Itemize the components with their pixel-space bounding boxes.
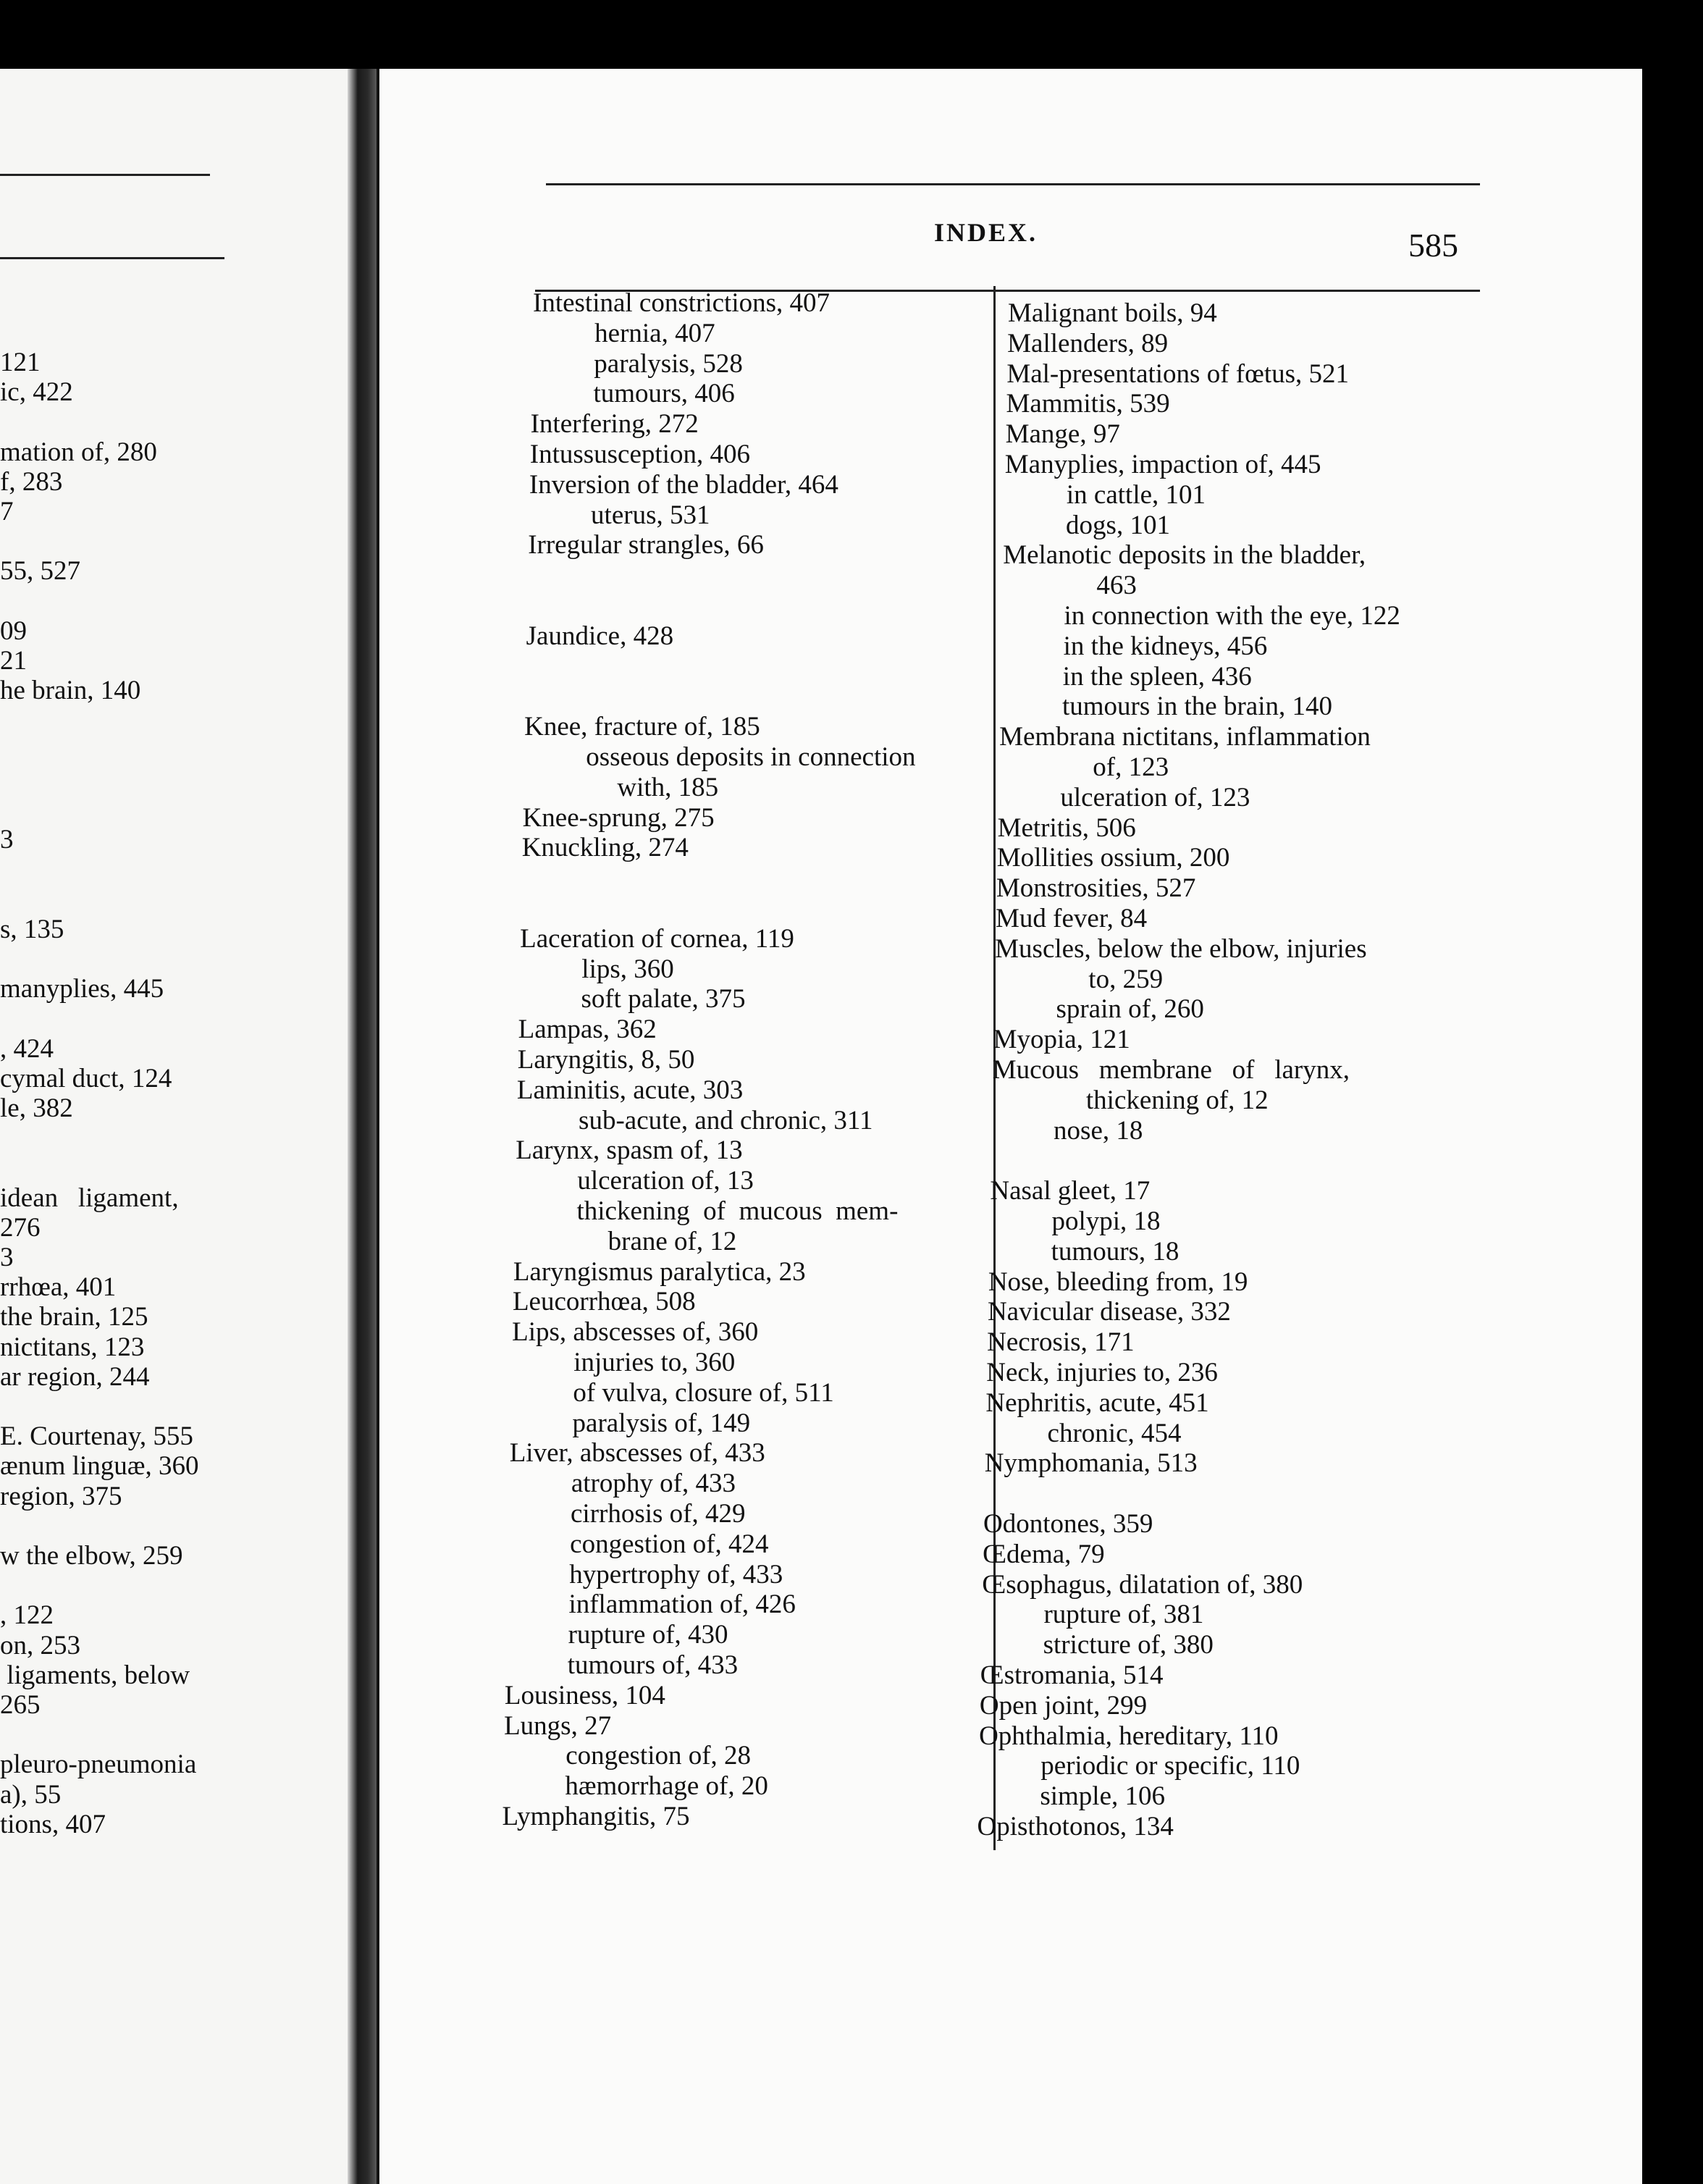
left-page-fragment-line: 121 <box>0 348 41 377</box>
index-entry: Laceration of cornea, 119 <box>520 923 794 954</box>
left-page-fragment-line: mation of, 280 <box>0 437 157 467</box>
index-entry: tumours, 18 <box>1051 1236 1180 1267</box>
index-entry: Mucous membrane of larynx, <box>992 1055 1350 1085</box>
index-entry: Mallenders, 89 <box>1007 328 1169 358</box>
index-entry: chronic, 454 <box>1047 1418 1182 1448</box>
index-entry: Intussusception, 406 <box>529 440 750 469</box>
left-page-fragment-line: the brain, 125 <box>0 1302 148 1332</box>
index-entry: Manyplies, impaction of, 445 <box>1004 450 1321 479</box>
index-entry: thickening of mucous mem- <box>576 1196 899 1226</box>
index-entry: stricture of, 380 <box>1043 1630 1214 1660</box>
index-entry: uterus, 531 <box>591 500 710 530</box>
index-entry: with, 185 <box>617 772 719 802</box>
index-entry: hypertrophy of, 433 <box>569 1559 783 1589</box>
index-entry: injuries to, 360 <box>573 1348 736 1377</box>
left-page-fragment-line: pleuro-pneumonia <box>0 1750 197 1780</box>
index-entry: Œstromania, 514 <box>980 1660 1164 1690</box>
index-entry: rupture of, 381 <box>1043 1600 1204 1630</box>
left-page-fragment-line: 55, 527 <box>0 556 80 587</box>
index-entry: Melanotic deposits in the bladder, <box>1003 540 1366 571</box>
left-page-fragment-line: 09 <box>0 616 27 646</box>
left-page-fragment-line: idean ligament, <box>0 1183 179 1213</box>
index-entry: tumours in the brain, 140 <box>1061 692 1332 722</box>
index-entry: Lousiness, 104 <box>504 1680 665 1710</box>
left-page-fragment-line: 3 <box>0 1243 14 1272</box>
index-entry: Nasal gleet, 17 <box>990 1176 1151 1206</box>
left-page-fragment-line: a), 55 <box>0 1779 62 1810</box>
left-page-fragment-line: 265 <box>0 1690 41 1720</box>
index-entry: Nose, bleeding from, 19 <box>988 1267 1248 1297</box>
index-entry: Knee, fracture of, 185 <box>524 712 760 742</box>
page-title: INDEX. <box>934 218 1038 247</box>
index-entry: congestion of, 28 <box>565 1741 752 1771</box>
index-entry: in the spleen, 436 <box>1062 661 1252 692</box>
index-entry: Jaundice, 428 <box>526 621 674 651</box>
index-entry: Opisthotonos, 134 <box>977 1812 1174 1841</box>
index-entry: paralysis of, 149 <box>572 1408 751 1438</box>
index-entry: brane of, 12 <box>607 1226 737 1256</box>
index-entry: Lymphangitis, 75 <box>502 1802 690 1831</box>
index-entry: Membrana nictitans, inflammation <box>999 722 1371 752</box>
index-entry: osseous deposits in connection <box>586 742 916 772</box>
index-entry: inflammation of, 426 <box>568 1589 796 1620</box>
index-entry: Larynx, spasm of, 13 <box>516 1135 743 1166</box>
index-entry: Metritis, 506 <box>997 812 1136 843</box>
index-entry: lips, 360 <box>581 954 674 984</box>
index-entry: in the kidneys, 456 <box>1063 631 1268 661</box>
index-entry: in cattle, 101 <box>1066 479 1206 510</box>
left-page-fragment-line: ar region, 244 <box>0 1361 150 1392</box>
index-entry: Myopia, 121 <box>993 1025 1130 1055</box>
index-entry: ulceration of, 13 <box>577 1166 754 1196</box>
left-page-fragment-line: , 424 <box>0 1033 54 1064</box>
index-entry: simple, 106 <box>1040 1781 1166 1812</box>
index-entry: congestion of, 424 <box>570 1529 769 1559</box>
left-page-top-rule <box>0 174 210 176</box>
index-entry: nose, 18 <box>1054 1115 1143 1146</box>
index-entry: Intestinal constrictions, 407 <box>533 288 831 318</box>
index-entry: Interfering, 272 <box>530 409 699 440</box>
index-entry: 463 <box>1096 571 1137 601</box>
page-number: 585 <box>1408 227 1458 264</box>
left-page-fragment-line: ænum linguæ, 360 <box>0 1451 199 1482</box>
index-entry: hernia, 407 <box>594 318 715 348</box>
index-entry: Irregular strangles, 66 <box>528 530 764 560</box>
left-page-fragment-line: he brain, 140 <box>0 676 141 706</box>
left-page-fragment-line: le, 382 <box>0 1093 73 1123</box>
index-entry: Necrosis, 171 <box>987 1327 1135 1358</box>
index-entry: cirrhosis of, 429 <box>571 1499 746 1529</box>
index-entry: Laryngismus paralytica, 23 <box>513 1256 806 1287</box>
index-entry: polypi, 18 <box>1051 1206 1161 1236</box>
left-page-fragment-line: cymal duct, 124 <box>0 1063 172 1093</box>
index-entry: atrophy of, 433 <box>571 1469 736 1499</box>
left-page-fragment-line: , 122 <box>0 1600 54 1631</box>
index-entry: of vulva, closure of, 511 <box>573 1377 834 1408</box>
index-entry: Nephritis, acute, 451 <box>985 1387 1209 1418</box>
left-page-fragment-line: region, 375 <box>0 1481 122 1511</box>
left-page-fragment-line: on, 253 <box>0 1630 80 1660</box>
left-page-header-rule <box>0 257 224 259</box>
left-page-fragment-line: 276 <box>0 1212 41 1243</box>
left-page-fragment-line: s, 135 <box>0 914 64 944</box>
index-entry: sprain of, 260 <box>1056 994 1204 1025</box>
index-entry: Nymphomania, 513 <box>984 1448 1198 1479</box>
index-entry: Open joint, 299 <box>979 1690 1148 1721</box>
left-page-fragment-line: E. Courtenay, 555 <box>0 1421 193 1452</box>
index-entry: soft palate, 375 <box>581 984 746 1015</box>
index-entry: Muscles, below the elbow, injuries <box>995 933 1367 964</box>
left-page-fragment-line: 3 <box>0 825 14 855</box>
index-entry: Navicular disease, 332 <box>987 1297 1231 1327</box>
index-entry: Mal-presentations of fœtus, 521 <box>1006 358 1350 389</box>
index-entry: Œdema, 79 <box>983 1539 1105 1569</box>
index-entry: hæmorrhage of, 20 <box>565 1771 768 1802</box>
index-entry: ulceration of, 123 <box>1060 782 1250 812</box>
index-entry: Malignant boils, 94 <box>1008 298 1217 328</box>
left-page-fragment-line: tions, 407 <box>0 1809 106 1839</box>
index-entry: tumours, 406 <box>593 379 735 409</box>
index-entry: in connection with the eye, 122 <box>1064 601 1400 631</box>
left-page-fragment-line: ic, 422 <box>0 377 73 408</box>
left-page-fragment-line: 21 <box>0 646 27 676</box>
left-page-fragment-line: f, 283 <box>0 466 63 497</box>
index-entry: Lungs, 27 <box>504 1710 612 1741</box>
index-entry: Laminitis, acute, 303 <box>516 1075 744 1105</box>
index-entry: Œsophagus, dilatation of, 380 <box>982 1569 1303 1600</box>
index-entry: of, 123 <box>1093 752 1169 782</box>
header-top-rule <box>546 183 1480 185</box>
index-entry: Neck, injuries to, 236 <box>986 1358 1218 1387</box>
index-entry: Lips, abscesses of, 360 <box>512 1317 759 1348</box>
left-page <box>0 69 348 2184</box>
left-page-fragment-line: ligaments, below <box>0 1660 190 1690</box>
left-page-fragment-line: 7 <box>0 497 14 526</box>
index-entry: dogs, 101 <box>1066 510 1170 540</box>
left-page-fragment-line: nictitans, 123 <box>0 1332 145 1362</box>
index-entry: periodic or specific, 110 <box>1040 1751 1300 1781</box>
index-entry: Mammitis, 539 <box>1006 389 1170 419</box>
index-entry: Mollities ossium, 200 <box>996 843 1230 873</box>
index-entry: to, 259 <box>1088 964 1164 994</box>
index-entry: Mud fever, 84 <box>996 904 1148 933</box>
left-page-fragment-line: manyplies, 445 <box>0 974 164 1004</box>
index-entry: thickening of, 12 <box>1085 1085 1269 1115</box>
index-entry: Knee-sprung, 275 <box>522 802 715 833</box>
index-entry: tumours of, 433 <box>567 1650 739 1680</box>
index-entry: Monstrosities, 527 <box>996 873 1196 904</box>
left-page-fragment-line: w the elbow, 259 <box>0 1541 183 1571</box>
index-entry: Leucorrhœa, 508 <box>512 1287 696 1317</box>
index-entry: Knuckling, 274 <box>521 833 689 863</box>
index-entry: Odontones, 359 <box>983 1509 1153 1539</box>
left-page-fragment-line: rrhœa, 401 <box>0 1272 117 1303</box>
index-entry: Lampas, 362 <box>518 1015 657 1045</box>
index-entry: rupture of, 430 <box>568 1620 728 1650</box>
index-entry: Laryngitis, 8, 50 <box>517 1045 695 1075</box>
book-gutter <box>348 69 377 2184</box>
index-entry: Mange, 97 <box>1005 419 1120 450</box>
index-entry: sub-acute, and chronic, 311 <box>579 1105 873 1135</box>
index-entry: Ophthalmia, hereditary, 110 <box>979 1721 1279 1751</box>
index-entry: paralysis, 528 <box>594 348 743 379</box>
index-entry: Inversion of the bladder, 464 <box>529 469 838 500</box>
index-entry: Liver, abscesses of, 433 <box>509 1438 765 1469</box>
